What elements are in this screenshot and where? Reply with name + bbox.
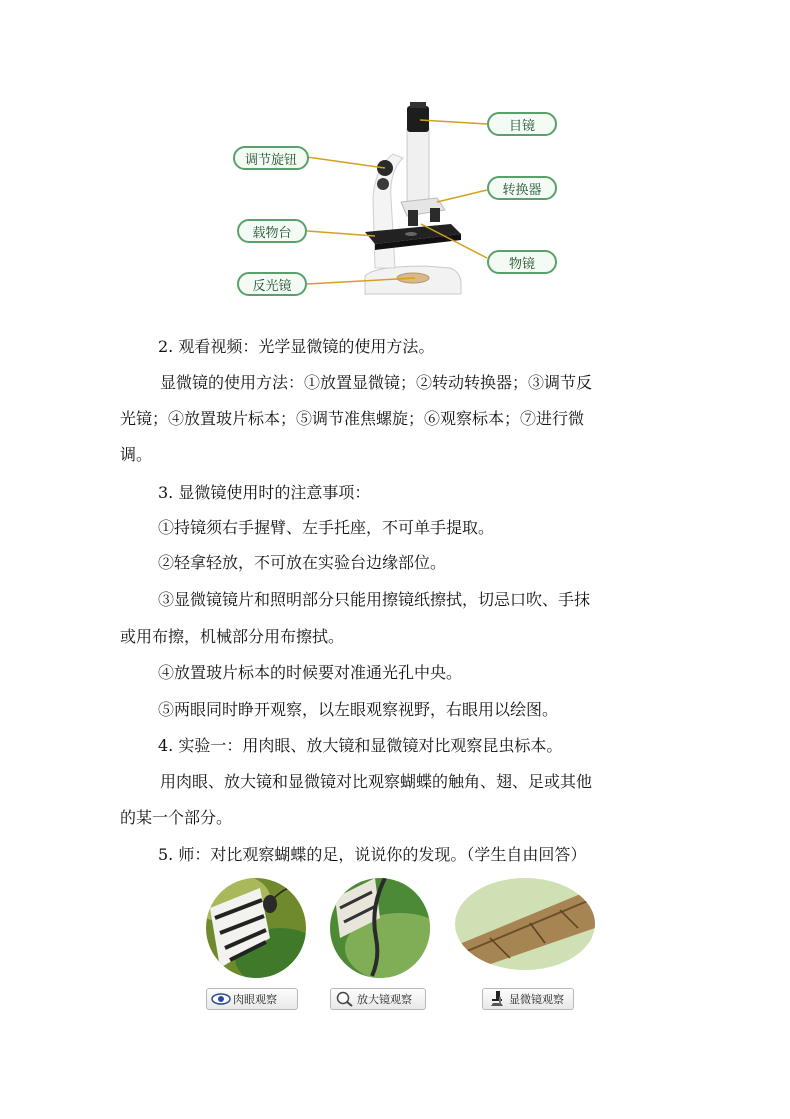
caption-microscope-text: 显微镜观察 [509,993,564,1006]
label-eyepiece: 目镜 [487,112,557,136]
label-mirror: 反光镜 [237,272,307,296]
section-3-item-1: ①持镜须右手握臂、左手托座，不可单手提取。 [158,518,495,537]
caption-magnifier-text: 放大镜观察 [357,993,412,1006]
section-2-body-line-2: 光镜；④放置玻片标本；⑤调节准焦螺旋；⑥观察标本；⑦进行微 [120,409,585,428]
section-3-item-3-cont: 或用布擦，机械部分用布擦拭。 [120,627,345,646]
caption-naked-eye-text: 肉眼观察 [233,993,277,1006]
observation-images [200,878,610,978]
caption-microscope [482,988,574,1010]
section-3-item-3: ③显微镜镜片和照明部分只能用擦镜纸擦拭，切忌口吹、手抹 [158,590,591,609]
section-5-title: 5. 师：对比观察蝴蝶的足，说说你的发现。（学生自由回答） [158,845,587,864]
section-3-item-5: ⑤两眼同时睁开观察，以左眼观察视野，右眼用以绘图。 [158,700,559,719]
section-4-title: 4. 实验一：用肉眼、放大镜和显微镜对比观察昆虫标本。 [158,736,563,755]
label-stage: 载物台 [237,219,307,243]
microscope-icon [487,991,507,1007]
label-nosepiece: 转换器 [487,176,557,200]
section-2-body-line-3: 调。 [120,445,153,464]
magnifier-icon [335,991,355,1007]
section-2-body-line-1: 显微镜的使用方法：①放置显微镜；②转动转换器；③调节反 [160,373,593,392]
section-3-title: 3. 显微镜使用时的注意事项： [158,483,371,502]
section-4-body-line-2: 的某一个部分。 [120,808,233,827]
label-adjust-knob: 调节旋钮 [233,146,309,170]
label-objective: 物镜 [487,250,557,274]
eye-icon [211,991,231,1007]
section-3-item-4: ④放置玻片标本的时候要对准通光孔中央。 [158,663,463,682]
caption-naked-eye [206,988,298,1010]
section-2-title: 2. 观看视频：光学显微镜的使用方法。 [158,337,435,356]
observation-comparison-figure [200,878,610,1018]
section-4-body-line-1: 用肉眼、放大镜和显微镜对比观察蝴蝶的触角、翅、足或其他 [160,772,593,791]
section-3-item-2: ②轻拿轻放，不可放在实验台边缘部位。 [158,553,447,572]
caption-magnifier [330,988,426,1010]
microscope-figure [225,98,565,303]
